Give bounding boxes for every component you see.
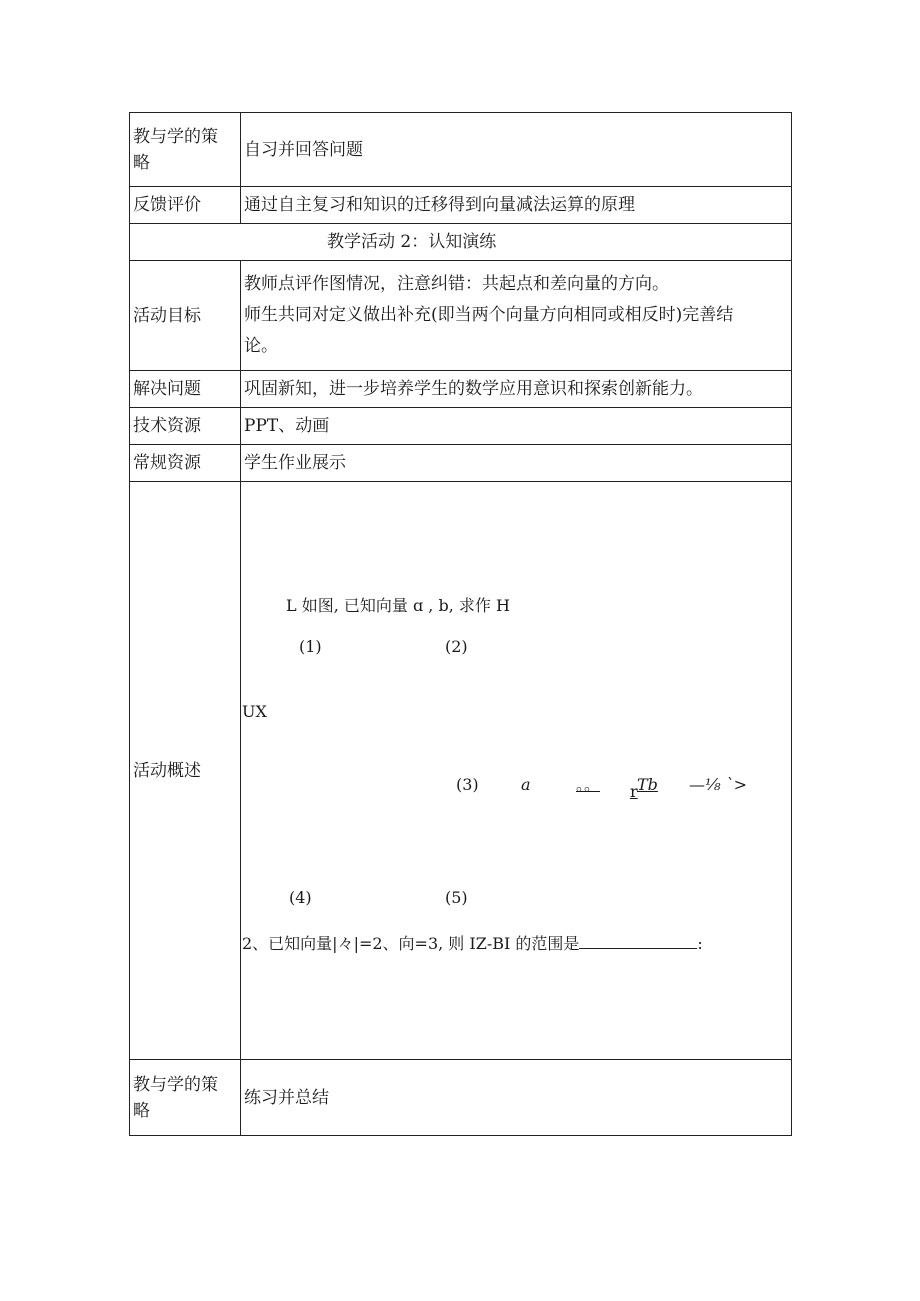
overview-label: 活动概述 xyxy=(130,482,241,1060)
lesson-plan-table xyxy=(129,112,792,1136)
overview-content xyxy=(241,482,792,1060)
strategy2-label-line2: 略 xyxy=(133,1100,150,1121)
figure-label-3: (3) xyxy=(456,775,479,794)
goal-line-1: 教师点评作图情况，注意纠错：共起点和差向量的方向。 xyxy=(244,274,669,294)
goal-label: 活动目标 xyxy=(130,261,241,371)
strategy2-label-line1: 教与学的策 xyxy=(133,1074,218,1095)
tech-label: 技术资源 xyxy=(130,408,241,445)
figure-fragment-tb: Tb xyxy=(637,775,658,794)
question-1: L 如图, 已知向量 ɑ , b, 求作 H xyxy=(286,596,510,615)
strategy2-label xyxy=(130,1060,241,1136)
figure-fragment-r: r xyxy=(630,782,638,801)
figure-fragment-tail: —⅛ `> xyxy=(689,775,747,794)
strategy-label xyxy=(130,113,241,187)
tech-content: PPT、动画 xyxy=(241,408,792,445)
figure-label-4: (4) xyxy=(289,888,312,907)
strategy2-content: 练习并总结 xyxy=(241,1060,792,1136)
tech-row xyxy=(130,408,792,445)
goal-content xyxy=(241,261,792,371)
figure-fragment-dots: 。。 xyxy=(576,775,601,794)
feedback-content: 通过自主复习和知识的迁移得到向量减法运算的原理 xyxy=(241,187,792,224)
overview-row xyxy=(130,482,792,1060)
overview-exercises xyxy=(241,482,791,1058)
regular-label: 常规资源 xyxy=(130,445,241,482)
problem-label: 解决问题 xyxy=(130,371,241,408)
strategy-label-line2: 略 xyxy=(133,152,150,173)
feedback-label: 反馈评价 xyxy=(130,187,241,224)
question-2 xyxy=(242,934,703,954)
problem-row xyxy=(130,371,792,408)
strategy-content: 自习并回答问题 xyxy=(241,113,792,187)
activity-title-row xyxy=(130,224,792,261)
figure-fragment-ux: UX xyxy=(242,702,267,721)
figure-label-2: (2) xyxy=(445,637,468,656)
goal-row xyxy=(130,261,792,371)
feedback-row xyxy=(130,187,792,224)
strategy-label-line1: 教与学的策 xyxy=(133,126,218,147)
figure-label-5: (5) xyxy=(445,888,468,907)
activity-title: 教学活动 2：认知演练 xyxy=(130,224,792,261)
question-2-text: 2、已知向量|々|=2、向=3, 则 IZ-BI 的范围是 xyxy=(242,934,580,953)
figure-label-1: (1) xyxy=(299,637,322,656)
strategy2-row xyxy=(130,1060,792,1136)
strategy-row xyxy=(130,113,792,187)
goal-line-2: 师生共同对定义做出补充(即当两个向量方向相同或相反时)完善结 xyxy=(244,305,734,325)
goal-line-3: 论。 xyxy=(244,336,278,356)
question-2-end: : xyxy=(697,934,703,953)
problem-content: 巩固新知，进一步培养学生的数学应用意识和探索创新能力。 xyxy=(241,371,792,408)
regular-content: 学生作业展示 xyxy=(241,445,792,482)
regular-row xyxy=(130,445,792,482)
answer-blank xyxy=(579,934,697,949)
vector-a-label: a xyxy=(521,775,531,794)
